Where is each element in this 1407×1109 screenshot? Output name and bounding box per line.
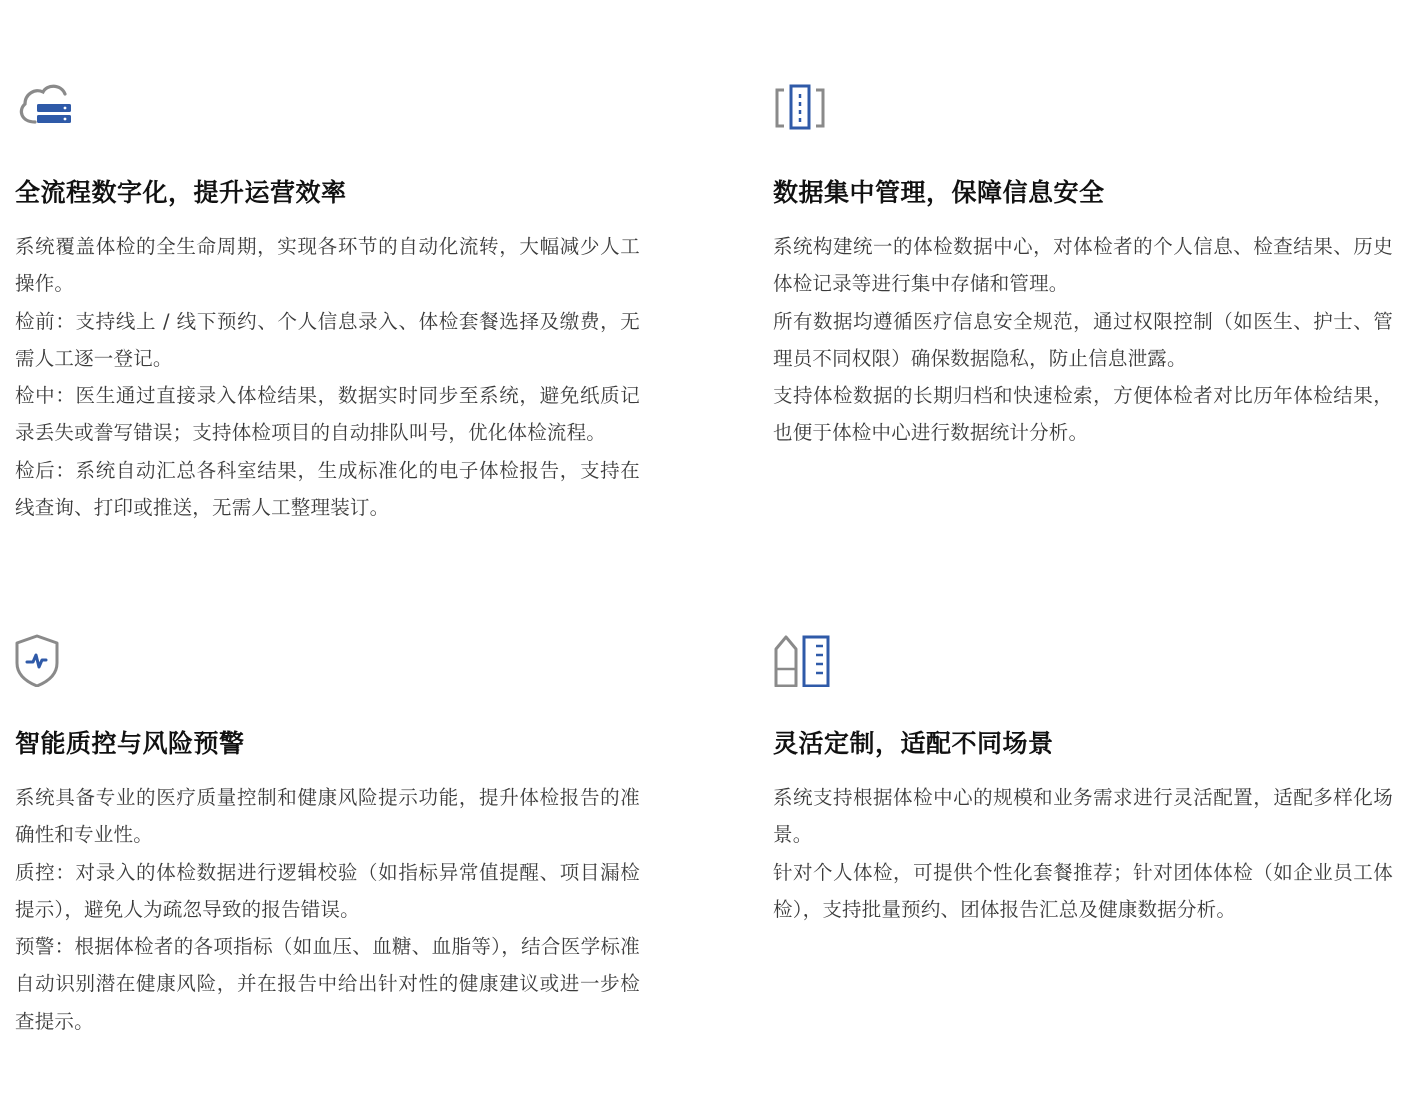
card-body xyxy=(15,779,640,1040)
cloud-server-icon xyxy=(15,82,75,136)
card-paragraph: 系统具备专业的医疗质量控制和健康风险提示功能，提升体检报告的准确性和专业性。 xyxy=(15,786,640,847)
card-title: 数据集中管理，保障信息安全 xyxy=(773,178,1105,207)
card-body xyxy=(15,228,640,526)
card-title: 灵活定制，适配不同场景 xyxy=(773,729,1054,758)
card-paragraph: 质控：对录入的体检数据进行逻辑校验（如指标异常值提醒、项目漏检提示），避免人为疏忽导致的报告错误。 xyxy=(15,860,640,921)
card-paragraph: 检后：系统自动汇总各科室结果，生成标准化的电子体检报告，支持在线查询、打印或推送，无需人工整理装订。 xyxy=(15,458,640,520)
card-paragraph: 系统覆盖体检的全生命周期，实现各环节的自动化流转，大幅减少人工操作。 xyxy=(15,235,640,296)
card-paragraph: 所有数据均遵循医疗信息安全规范，通过权限控制（如医生、护士、管理员不同权限）确保数据隐私，防止信息泄露。 xyxy=(773,309,1393,370)
shield-pulse-icon xyxy=(15,633,75,687)
card-paragraph: 系统构建统一的体检数据中心，对体检者的个人信息、检查结果、历史体检记录等进行集中存储和管理。 xyxy=(773,235,1393,296)
card-paragraph: 支持体检数据的长期归档和快速检索，方便体检者对比历年体检结果，也便于体检中心进行数据统计分析。 xyxy=(773,384,1393,445)
card-paragraph: 检前：支持线上 / 线下预约、个人信息录入、体检套餐选择及缴费，无需人工逐一登记。 xyxy=(15,309,640,370)
data-center-icon xyxy=(773,82,833,136)
card-body xyxy=(773,228,1393,452)
buildings-icon xyxy=(773,633,833,687)
card-title: 全流程数字化，提升运营效率 xyxy=(15,178,347,207)
card-body xyxy=(773,779,1393,928)
card-paragraph: 检中：医生通过直接录入体检结果，数据实时同步至系统，避免纸质记录丢失或誊写错误；支持体检项目的自动排队叫号，优化体检流程。 xyxy=(15,384,640,445)
card-paragraph: 预警：根据体检者的各项指标（如血压、血糖、血脂等），结合医学标准自动识别潜在健康风险，并在报告中给出针对性的健康建议或进一步检查提示。 xyxy=(15,935,640,1033)
card-title: 智能质控与风险预警 xyxy=(15,729,245,758)
card-paragraph: 系统支持根据体检中心的规模和业务需求进行灵活配置，适配多样化场景。 xyxy=(773,786,1393,847)
card-paragraph: 针对个人体检，可提供个性化套餐推荐；针对团体体检（如企业员工体检），支持批量预约、团体报告汇总及健康数据分析。 xyxy=(773,860,1393,921)
